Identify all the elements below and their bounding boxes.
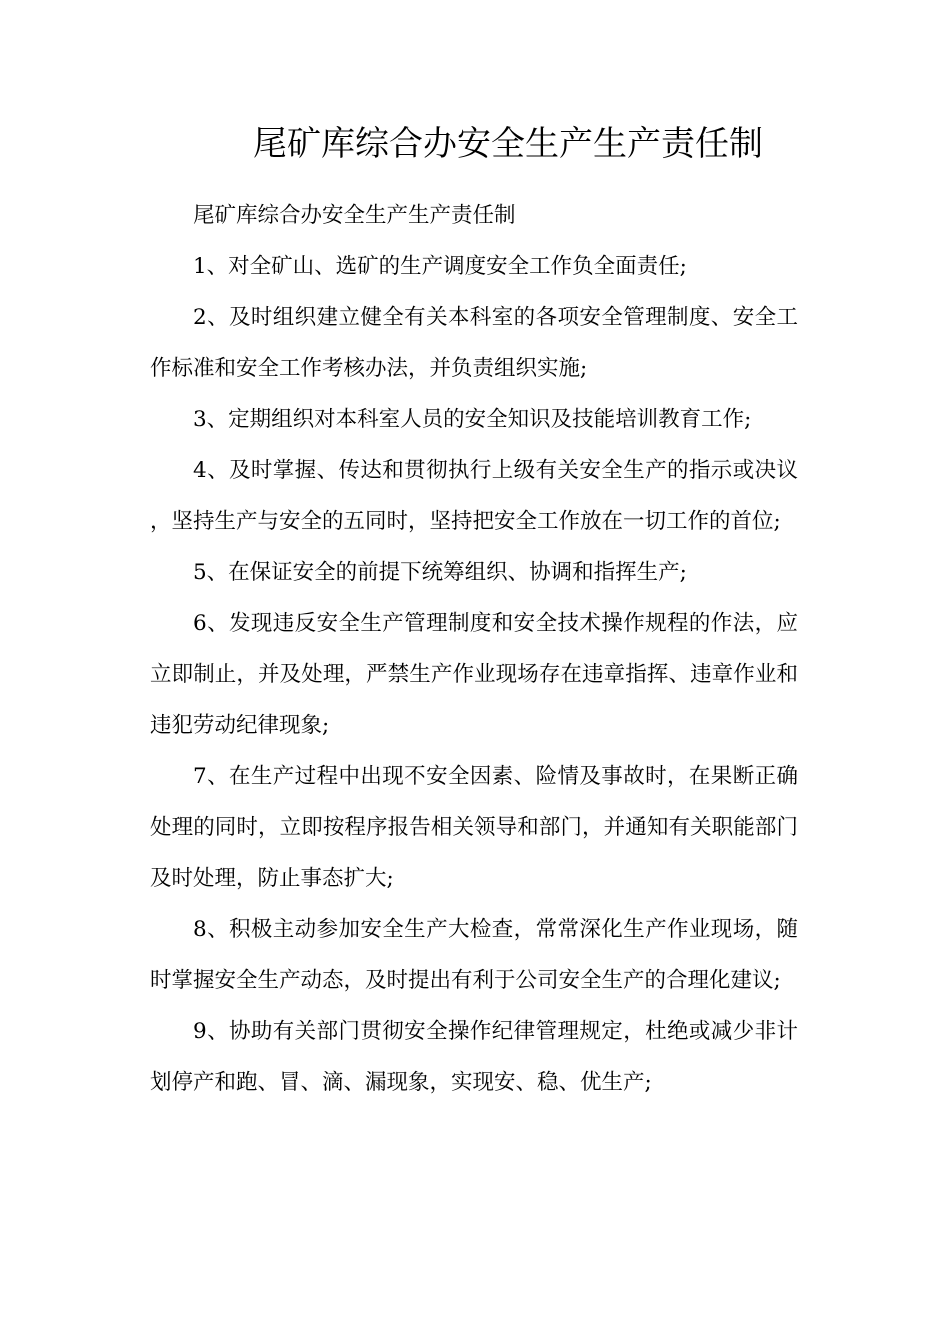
paragraph-item-4: 4、及时掌握、传达和贯彻执行上级有关安全生产的指示或决议，坚持生产与安全的五同时，坚持把安全工作放在一切工作的首位; bbox=[150, 458, 798, 534]
paragraph-item-5: 5、在保证安全的前提下统筹组织、协调和指挥生产; bbox=[193, 560, 687, 585]
paragraph-item-6: 6、发现违反安全生产管理制度和安全技术操作规程的作法，应立即制止，并及处理，严禁生产作业现场存在违章指挥、违章作业和违犯劳动纪律现象; bbox=[150, 611, 798, 738]
document-title: 尾矿库综合办安全生产生产责任制 bbox=[253, 124, 763, 164]
paragraph-item-7: 7、在生产过程中出现不安全因素、险情及事故时，在果断正确处理的同时，立即按程序报告相关领导和部门，并通知有关职能部门及时处理，防止事态扩大; bbox=[150, 764, 798, 891]
paragraph-item-1: 1、对全矿山、选矿的生产调度安全工作负全面责任; bbox=[193, 254, 687, 279]
document-body bbox=[150, 190, 798, 1108]
paragraph-item-2: 2、及时组织建立健全有关本科室的各项安全管理制度、安全工作标准和安全工作考核办法，并负责组织实施; bbox=[150, 305, 798, 381]
paragraph-item-8: 8、积极主动参加安全生产大检查，常常深化生产作业现场，随时掌握安全生产动态，及时提出有利于公司安全生产的合理化建议; bbox=[150, 917, 798, 993]
paragraph-subtitle: 尾矿库综合办安全生产生产责任制 bbox=[193, 203, 516, 228]
paragraph-item-9: 9、协助有关部门贯彻安全操作纪律管理规定，杜绝或减少非计划停产和跑、冒、滴、漏现象，实现安、稳、优生产; bbox=[150, 1019, 798, 1095]
paragraph-item-3: 3、定期组织对本科室人员的安全知识及技能培训教育工作; bbox=[193, 407, 752, 432]
